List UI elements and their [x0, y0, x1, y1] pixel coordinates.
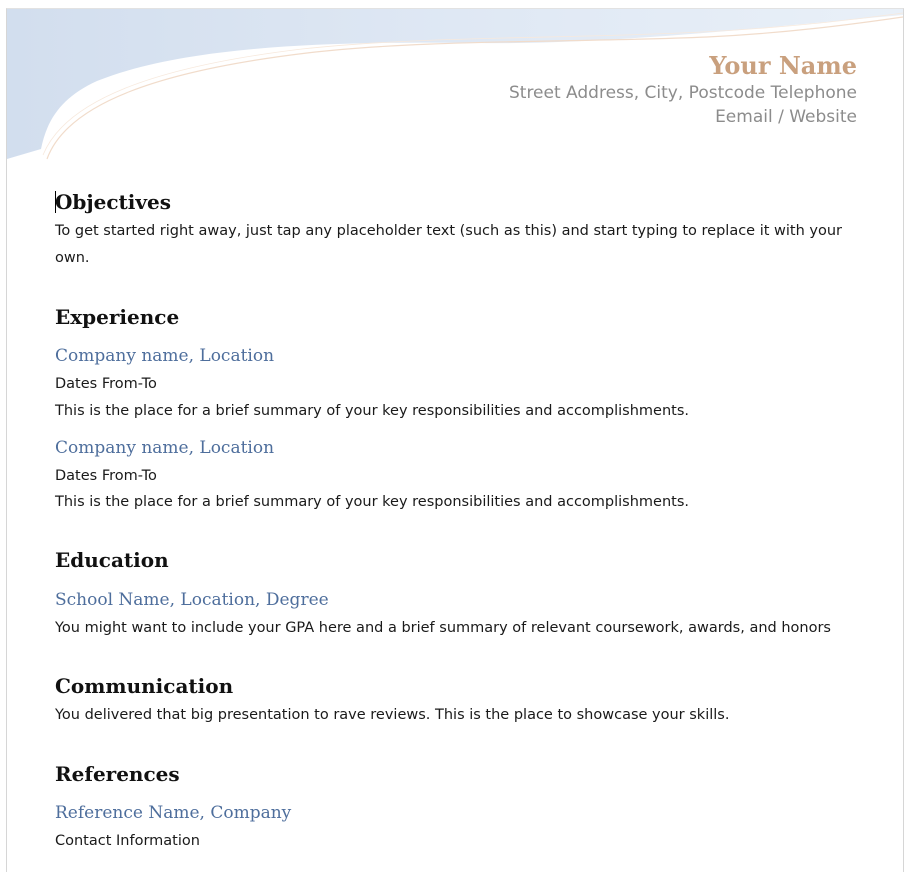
- objectives-text[interactable]: To get started right away, just tap any placeholder text (such as this) and start typing to replace it with your own.: [55, 223, 843, 266]
- experience-dates-2[interactable]: Dates From-To: [55, 468, 157, 484]
- email-website-line[interactable]: Eemail / Website: [715, 107, 857, 127]
- education-school[interactable]: School Name, Location, Degree: [55, 590, 329, 610]
- education-heading[interactable]: Education: [55, 548, 169, 572]
- resume-name[interactable]: Your Name: [709, 51, 857, 80]
- communication-text[interactable]: You delivered that big presentation to rave reviews. This is the place to showcase your skills.: [55, 707, 730, 723]
- address-line[interactable]: Street Address, City, Postcode Telephone: [508, 83, 857, 103]
- reference-name[interactable]: Reference Name, Company: [55, 803, 292, 823]
- experience-company-2[interactable]: Company name, Location: [55, 438, 275, 458]
- reference-contact[interactable]: Contact Information: [55, 833, 200, 849]
- experience-dates-1[interactable]: Dates From-To: [55, 376, 157, 392]
- experience-summary-2[interactable]: This is the place for a brief summary of your key responsibilities and accomplishments.: [55, 494, 690, 510]
- communication-heading[interactable]: Communication: [55, 674, 234, 698]
- experience-heading[interactable]: Experience: [55, 305, 180, 329]
- document-page[interactable]: [6, 8, 904, 872]
- experience-company-1[interactable]: Company name, Location: [55, 346, 275, 366]
- objectives-heading[interactable]: Objectives: [55, 190, 171, 214]
- references-heading[interactable]: References: [55, 762, 180, 786]
- resume-header: [509, 51, 857, 129]
- education-summary[interactable]: You might want to include your GPA here and a brief summary of relevant coursework, awards, and honors: [55, 620, 831, 636]
- experience-summary-1[interactable]: This is the place for a brief summary of your key responsibilities and accomplishments.: [55, 403, 690, 419]
